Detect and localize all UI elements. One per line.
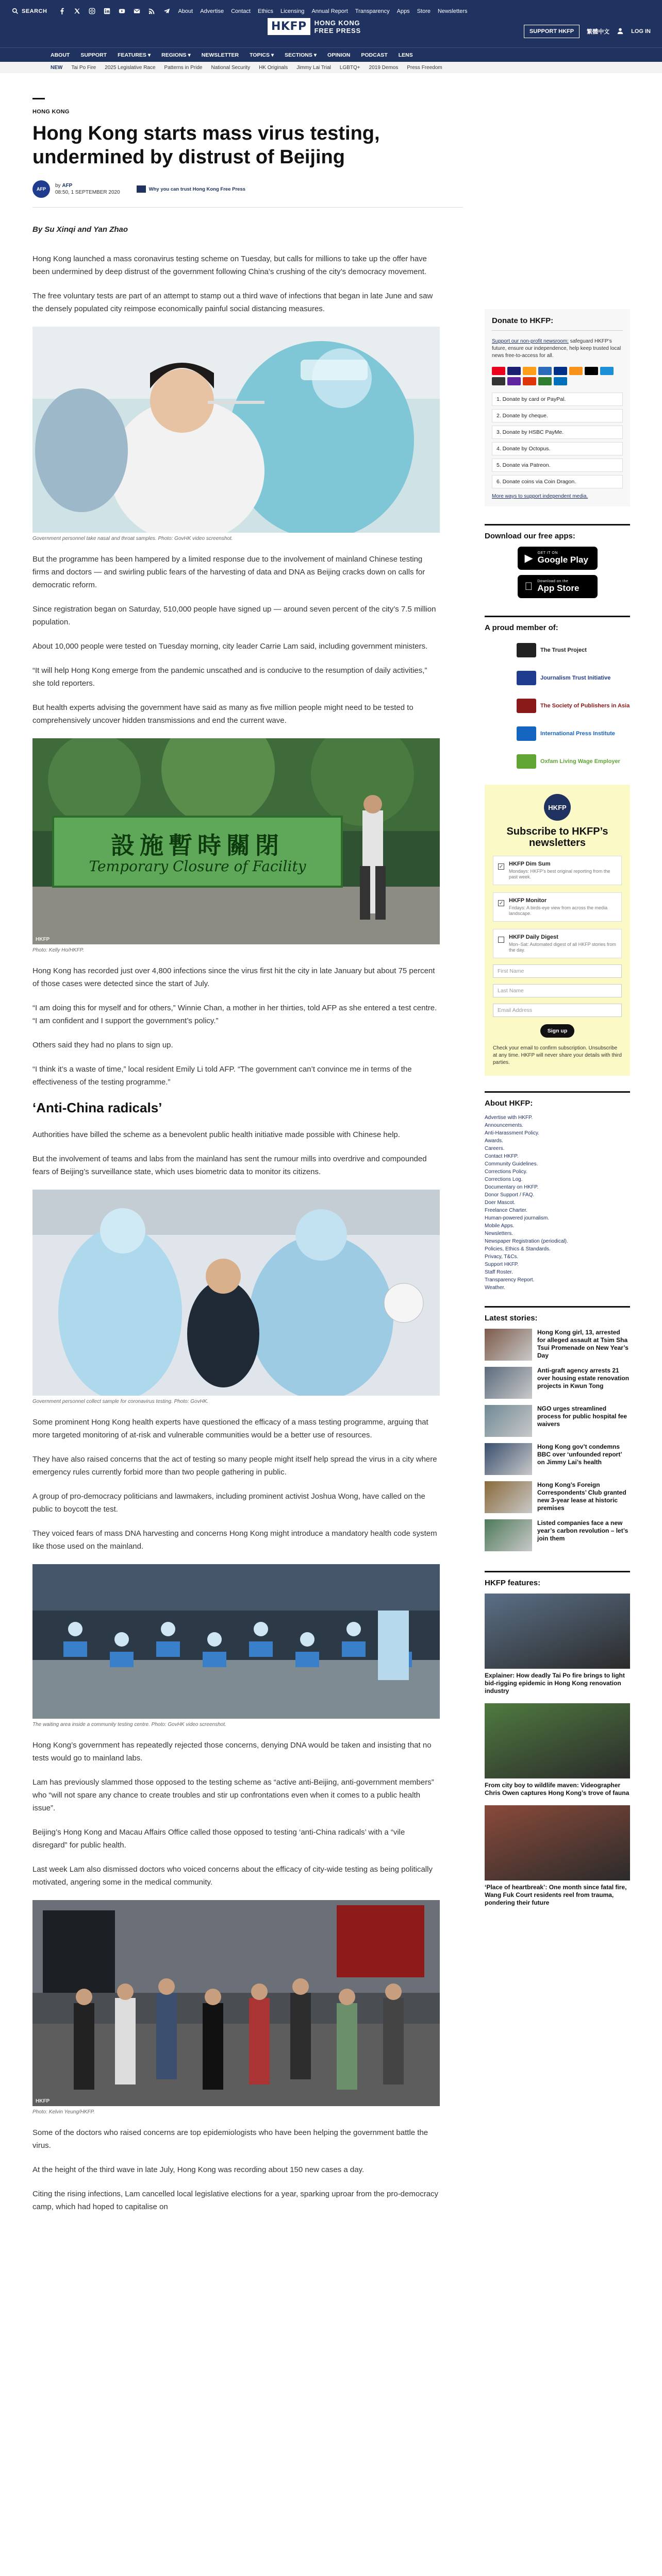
photo-scene: [32, 1564, 440, 1719]
article-paragraph: The free voluntary tests are part of an attempt to stamp out a third wave of infections that began in late June and saw the densely populated city reimpose economically painful social distancing measures.: [32, 292, 433, 313]
about-link[interactable]: Transparency Report.: [485, 1277, 535, 1283]
story-thumbnail: [485, 1519, 532, 1551]
article-paragraph: Some prominent Hong Kong health experts have questioned the efficacy of a mass testing programme, arguing that more targeted monitoring of at-risk and vulnerable communities would be a better use of resources.: [32, 1418, 428, 1439]
trending-label: NEW: [51, 64, 63, 71]
feature-thumbnail: [485, 1703, 630, 1778]
member-logo[interactable]: [485, 694, 630, 718]
about-title: About HKFP:: [485, 1091, 630, 1108]
trending-item[interactable]: Press Freedom: [407, 64, 442, 71]
feature-title: From city boy to wildlife maven: Videographer Chris Owen captures Hong Kong’s trove of fauna: [485, 1782, 630, 1797]
photo-caption: Photo: Kelly Ho/HKFP.: [32, 947, 84, 953]
header-actions: [524, 25, 651, 38]
features-title: HKFP features:: [485, 1571, 630, 1587]
newsletter-option[interactable]: [493, 856, 622, 885]
article-paragraph: A group of pro-democracy politicians and lawmakers, including prominent activist Joshua Wong, have called on the public to boycott the test.: [32, 1492, 425, 1514]
top-link-newsletters[interactable]: Newsletters: [437, 8, 468, 14]
about-link[interactable]: Advertise with HKFP.: [485, 1115, 533, 1121]
youtube-icon[interactable]: [118, 7, 126, 15]
language-switch[interactable]: 繁體中文: [587, 29, 610, 35]
photo-scene: [32, 327, 440, 533]
top-link-contact[interactable]: Contact: [231, 8, 251, 14]
google-play-big: Google Play: [537, 555, 588, 565]
nav-podcast[interactable]: PODCAST: [361, 52, 388, 58]
top-link-store[interactable]: Store: [417, 8, 431, 14]
article-paragraph: Citing the rising infections, Lam cancelled local legislative elections for a year, sparking uproar from the pro-democracy camp, which had hoped to capitalise on: [32, 2190, 439, 2211]
article-photo: [32, 738, 440, 953]
google-play-button[interactable]: [518, 547, 598, 570]
nav-support[interactable]: SUPPORT: [80, 52, 107, 58]
donate-intro: [492, 338, 623, 360]
article-paragraph: Others said they had no plans to sign up.: [32, 1041, 173, 1049]
logo-line-2: FREE PRESS: [314, 26, 361, 35]
donate-intro-text: safeguard HKFP’s future, ensure our independence, help keep trusted local news free-to-access for all.: [492, 338, 621, 359]
latest-title: Latest stories:: [485, 1306, 630, 1323]
member-name: The Trust Project: [540, 647, 587, 653]
byline-date: 08:50, 1 SEPTEMBER 2020: [55, 190, 120, 195]
divider: [32, 207, 463, 208]
story-thumbnail: [485, 1443, 532, 1475]
article-paragraph: “I think it’s a waste of time,” local resident Emily Li told AFP. “The government can’t convince me in terms of the effectiveness of the testing programme.”: [32, 1065, 412, 1087]
app-store-big: App Store: [529, 583, 571, 593]
article-paragraph: About 10,000 people were tested on Tuesday morning, city leader Carrie Lam said, including government ministers.: [32, 642, 428, 651]
photo-credit-watermark: HKFP: [36, 937, 50, 942]
article-authors: By Su Xinqi and Yan Zhao: [32, 225, 128, 234]
latest-story[interactable]: [485, 1405, 630, 1437]
about-link[interactable]: Doer Mascot.: [485, 1200, 516, 1206]
donate-option[interactable]: 6. Donate coins via Coin Dragon.: [492, 475, 623, 488]
top-link-transparency[interactable]: Transparency: [355, 8, 390, 14]
about-link[interactable]: Policies, Ethics & Standards.: [485, 1246, 551, 1252]
member-logo[interactable]: [485, 750, 630, 773]
feature-story[interactable]: [485, 1805, 630, 1907]
newsletter-options: [493, 856, 622, 958]
article-paragraph: But the programme has been hampered by a limited response due to the involvement of mainland Chinese testing firms and doctors — and swirling public fears of the harvesting of data and DNA as Beijing cracks down on calls for democratic reform.: [32, 555, 425, 589]
login-link[interactable]: LOG IN: [631, 28, 651, 35]
story-title: Hong Kong gov’t condemns BBC over ‘unfounded report’ on Jimmy Lai’s health: [537, 1443, 622, 1466]
article-paragraph: Lam has previously slammed those opposed to the testing scheme as “active anti-Beijing, anti-government members” who “will not spare any chance to create troubles and stir up confrontations even when it comes to a public health issue”.: [32, 1778, 434, 1812]
members-title: A proud member of:: [485, 616, 630, 632]
play-store-icon: ▶: [524, 552, 533, 564]
article-paragraph: “I am doing this for myself and for others,” Winnie Chan, a mother in her thirties, told AFP as she entered a test centre. “I am confident and I support the government’s policy.”: [32, 1004, 437, 1025]
trending-item[interactable]: 2019 Demos: [369, 64, 399, 71]
instagram-icon[interactable]: [88, 7, 96, 15]
app-store-small: Download on the: [529, 580, 560, 583]
about-link[interactable]: Weather.: [485, 1285, 505, 1291]
story-thumbnail: [485, 1405, 532, 1437]
feature-title: Explainer: How deadly Tai Po fire brings to light bid-rigging epidemic in Hong Kong renovation industry: [485, 1672, 625, 1694]
apple-icon: [525, 581, 533, 593]
byline: [32, 180, 463, 198]
nav-features[interactable]: FEATURES ▾: [118, 52, 151, 58]
donate-box: [485, 309, 630, 506]
trust-badge-icon: [137, 185, 146, 193]
payment-method-icon: [523, 367, 536, 375]
sidebar: [485, 309, 630, 1915]
top-link-ethics[interactable]: Ethics: [257, 8, 273, 14]
photo-sample[interactable]: [32, 1190, 440, 1396]
linkedin-icon[interactable]: [103, 7, 111, 15]
about-link[interactable]: Human-powered journalism.: [485, 1215, 550, 1221]
payment-method-icon: [554, 367, 567, 375]
member-name: Journalism Trust Initiative: [540, 674, 611, 681]
story-thumbnail: [485, 1329, 532, 1361]
photo-scene: [32, 1190, 440, 1396]
about-links: [485, 1114, 630, 1292]
photo-scene: [32, 1900, 440, 2106]
article-paragraph: Authorities have billed the scheme as a benevolent public health initiative made possible with Chinese help.: [32, 1130, 400, 1139]
trending-item[interactable]: Tai Po Fire: [71, 64, 96, 71]
member-name: International Press Institute: [540, 730, 615, 737]
payment-method-icon: [507, 367, 521, 375]
nav-topics[interactable]: TOPICS ▾: [250, 52, 274, 58]
last-name-field[interactable]: Last Name: [493, 984, 622, 997]
trending-item[interactable]: HK Originals: [259, 64, 288, 71]
search-icon: [11, 7, 19, 15]
article-photo: [32, 1190, 440, 1404]
signup-note: Check your email to confirm subscription. Unsubscribe at any time. HKFP will never share your details with third parties.: [493, 1045, 622, 1065]
email-icon[interactable]: [133, 7, 141, 15]
closure-sign-en: Temporary Closure of Facility: [89, 858, 306, 875]
donate-options: [492, 393, 623, 488]
story-title: Listed companies face a new year’s carbon revolution – let’s join them: [537, 1519, 628, 1542]
facebook-icon[interactable]: [58, 7, 66, 15]
about-link[interactable]: Mobile Apps.: [485, 1223, 515, 1229]
payment-method-icon: [492, 377, 505, 385]
story-thumbnail: [485, 1367, 532, 1399]
trending-item[interactable]: Patterns in Pride: [164, 64, 203, 71]
latest-story[interactable]: [485, 1481, 630, 1513]
photo-caption: The waiting area inside a community testing centre. Photo: GovHK video screenshot.: [32, 1722, 226, 1727]
story-title: Anti-graft agency arrests 21 over housing estate renovation projects in Kwun Tong: [537, 1367, 630, 1389]
payment-method-icon: [554, 377, 567, 385]
feature-thumbnail: [485, 1594, 630, 1669]
about-link[interactable]: Freelance Charter.: [485, 1208, 527, 1213]
newsletter-checkbox[interactable]: [498, 937, 504, 943]
top-link-licensing[interactable]: Licensing: [280, 8, 305, 14]
article-paragraph: Some of the doctors who raised concerns are top epidemiologists who have been helping the government battle the virus.: [32, 2128, 428, 2150]
trending-item[interactable]: 2025 Legislative Race: [105, 64, 156, 71]
about-link[interactable]: Documentary on HKFP.: [485, 1184, 539, 1190]
app-store-button[interactable]: [518, 575, 598, 598]
top-link-apps[interactable]: Apps: [396, 8, 410, 14]
about-link[interactable]: Contact HKFP.: [485, 1154, 519, 1159]
about-link[interactable]: Staff Roster.: [485, 1269, 513, 1275]
payment-method-icon: [492, 367, 505, 375]
photo-hall[interactable]: [32, 1564, 440, 1719]
article-paragraph: They voiced fears of mass DNA harvesting and concerns Hong Kong might introduce a mandatory health code system like those used on the mainland.: [32, 1529, 437, 1551]
rss-icon[interactable]: [148, 7, 156, 15]
newsletter-desc: Fridays: A birds-eye view from across the media landscape.: [509, 905, 608, 916]
article-paragraph: Since registration began on Saturday, 510,000 people have signed up — around seven percent of the city’s 7.5 million population.: [32, 605, 436, 626]
article-paragraph: “It will help Hong Kong emerge from the pandemic unscathed and is conducive to the resumption of daily activities,” she told reporters.: [32, 666, 427, 688]
payment-method-icon: [538, 377, 552, 385]
story-title: Hong Kong girl, 13, arrested for alleged assault at Tsim Sha Tsui Promenade on New Year’s Day: [537, 1329, 628, 1359]
article-paragraph: Hong Kong launched a mass coronavirus testing scheme on Tuesday, but calls for millions to take up the offer have been undermined by deep distrust of the government following China’s crushing of the city’s democracy movement.: [32, 255, 427, 276]
photo-caption: Government personnel collect sample for coronavirus testing. Photo: GovHK.: [32, 1399, 209, 1404]
article-paragraph: Beijing’s Hong Kong and Macau Affairs Office called those opposed to testing ‘anti-China radicals’ with a “vile disregard” for public health.: [32, 1828, 405, 1850]
member-logo[interactable]: [485, 722, 630, 745]
site-header: [0, 0, 662, 47]
newsletter-desc: Mondays: HKFP’s best original reporting from the past week.: [509, 869, 610, 879]
newsletter-desc: Mon–Sat: Automated digest of all HKFP stories from the day.: [509, 942, 616, 953]
photo-street[interactable]: [32, 1900, 440, 2106]
article-paragraph: But health experts advising the government have said as many as five million people might need to be tested to comprehensively uncover hidden transmissions and end the current wave.: [32, 703, 413, 725]
about-link[interactable]: Corrections Log.: [485, 1177, 523, 1182]
newsletter-name: HKFP Monitor: [509, 897, 547, 904]
about-link[interactable]: Privacy, T&Cs.: [485, 1254, 519, 1260]
payment-method-icon: [523, 377, 536, 385]
first-name-field[interactable]: First Name: [493, 964, 622, 978]
about-link[interactable]: Careers.: [485, 1146, 505, 1151]
article-subheading: ‘Anti-China radicals’: [32, 1100, 162, 1115]
newsletter-logo: HKFP: [544, 794, 571, 821]
top-link-about[interactable]: About: [178, 8, 193, 14]
member-logo-icon: [517, 699, 536, 713]
donate-intro-link[interactable]: Support our non-profit newsroom:: [492, 338, 569, 344]
top-link-annual-report[interactable]: Annual Report: [311, 8, 348, 14]
top-link-advertise[interactable]: Advertise: [200, 8, 224, 14]
feature-story[interactable]: [485, 1594, 630, 1695]
feature-thumbnail: [485, 1805, 630, 1880]
newsletter-option[interactable]: [493, 892, 622, 922]
story-thumbnail: [485, 1481, 532, 1513]
trending-item[interactable]: Jimmy Lai Trial: [296, 64, 331, 71]
nav-newsletter[interactable]: NEWSLETTER: [201, 52, 239, 58]
about-link[interactable]: Announcements.: [485, 1123, 524, 1128]
newsletter-checkbox[interactable]: ✓: [499, 864, 504, 870]
trending-item[interactable]: LGBTQ+: [339, 64, 360, 71]
newsletter-option[interactable]: [493, 929, 622, 958]
section-label[interactable]: HONG KONG: [32, 109, 70, 115]
sign-up-button[interactable]: Sign up: [540, 1024, 575, 1038]
payment-method-icon: [600, 367, 614, 375]
trust-link-text: Why you can trust Hong Kong Free Press: [148, 186, 246, 192]
nav-opinion[interactable]: OPINION: [327, 52, 351, 58]
email-field[interactable]: Email Address: [493, 1004, 622, 1017]
support-hkfp-button[interactable]: SUPPORT HKFP: [524, 25, 580, 38]
about-link[interactable]: Support HKFP.: [485, 1262, 519, 1267]
photo-credit-watermark: HKFP: [36, 2098, 50, 2104]
member-logo-icon: [517, 726, 536, 741]
article-paragraph: They have also raised concerns that the act of testing so many people might itself help spread the virus in a city where emergency rules currently forbid more than two people gathering in public.: [32, 1455, 437, 1477]
story-title: NGO urges streamlined process for public hospital fee waivers: [537, 1405, 627, 1428]
twitter-icon[interactable]: [73, 7, 81, 15]
about-link[interactable]: Community Guidelines.: [485, 1161, 538, 1167]
nav-sections[interactable]: SECTIONS ▾: [285, 52, 317, 58]
trending-item[interactable]: National Security: [211, 64, 251, 71]
donate-more-link[interactable]: More ways to support independent media.: [492, 494, 588, 499]
article: [32, 98, 463, 2225]
latest-story[interactable]: [485, 1519, 630, 1551]
article-paragraph: At the height of the third wave in late July, Hong Kong was recording about 150 new cases a day.: [32, 2165, 365, 2174]
search-label: SEARCH: [22, 8, 47, 14]
member-logos: [485, 638, 630, 773]
about-link[interactable]: Newspaper Registration (periodical).: [485, 1239, 568, 1244]
feature-title: ‘Place of heartbreak’: One month since fatal fire, Wang Fuk Court residents reel from trauma, pondering their future: [485, 1884, 627, 1906]
nav-lens[interactable]: LENS: [398, 52, 413, 58]
member-name: The Society of Publishers in Asia: [540, 702, 630, 709]
payment-method-icon: [585, 367, 598, 375]
about-link[interactable]: Awards.: [485, 1138, 503, 1144]
google-play-text: [538, 551, 588, 565]
logo-mark: HKFP: [268, 18, 310, 35]
newsletter-title: Subscribe to HKFP’s newsletters: [506, 826, 608, 849]
about-link[interactable]: Corrections Policy.: [485, 1169, 527, 1175]
site-logo[interactable]: [268, 18, 361, 35]
donate-option[interactable]: 5. Donate via Patreon.: [492, 459, 623, 472]
member-logo-icon: [517, 754, 536, 769]
member-logo-icon: [517, 671, 536, 685]
newsletter-checkbox[interactable]: ✓: [499, 901, 504, 906]
main-nav: [0, 47, 662, 62]
article-photo: [32, 327, 440, 541]
payment-icons: [492, 367, 623, 385]
article-paragraph: Hong Kong’s government has repeatedly rejected those concerns, denying DNA would be taken and insisting that no tests would go to mainland labs.: [32, 1741, 432, 1762]
utility-bar: [11, 7, 467, 15]
about-link[interactable]: Anti-Harassment Policy.: [485, 1130, 539, 1136]
member-logo-icon: [517, 643, 536, 657]
latest-story[interactable]: [485, 1367, 630, 1399]
feature-stories: [485, 1594, 630, 1907]
author-avatar: AFP: [32, 180, 50, 198]
latest-story[interactable]: [485, 1443, 630, 1475]
newsletter-name: HKFP Daily Digest: [509, 934, 558, 940]
newsletter-name: HKFP Dim Sum: [509, 861, 551, 867]
article-paragraph: But the involvement of teams and labs from the mainland has sent the rumour mills into overdrive and compounded fears of Beijing’s surveillance state, which uses biometric data to monitor its citizens.: [32, 1155, 427, 1176]
member-logo[interactable]: [485, 666, 630, 690]
nav-about[interactable]: ABOUT: [51, 52, 70, 58]
google-play-small: GET IT ON: [537, 551, 558, 555]
byline-author[interactable]: AFP: [62, 183, 73, 189]
kicker-rule: [32, 98, 45, 99]
app-store-text: [529, 580, 579, 594]
article-paragraph: Hong Kong has recorded just over 4,800 infections since the virus first hit the city in late January but about 75 percent of those cases were detected since the start of July.: [32, 967, 435, 988]
nav-regions[interactable]: REGIONS ▾: [161, 52, 191, 58]
about-link[interactable]: Newsletters.: [485, 1231, 514, 1236]
trending-bar: [0, 62, 662, 73]
photo-swab[interactable]: [32, 327, 440, 533]
photo-caption: Government personnel take nasal and throat samples. Photo: GovHK video screenshot.: [32, 536, 233, 541]
story-title: Hong Kong’s Foreign Correspondents’ Club granted new 3-year lease at historic premises: [537, 1481, 626, 1512]
byline-text: by AFP 08:50, 1 SEPTEMBER 2020: [55, 183, 120, 195]
donate-title: Donate to HKFP:: [492, 316, 623, 331]
search-button[interactable]: [11, 7, 47, 15]
donate-option[interactable]: 2. Donate by cheque.: [492, 409, 623, 422]
donate-option[interactable]: 1. Donate by card or PayPal.: [492, 393, 623, 406]
article-headline: Hong Kong starts mass virus testing, undermined by distrust of Beijing: [32, 123, 380, 168]
closure-sign-cn: 設施暫時關閉: [111, 832, 284, 859]
payment-method-icon: [507, 377, 521, 385]
payment-method-icon: [538, 367, 552, 375]
payment-method-icon: [569, 367, 583, 375]
article-photo: [32, 1900, 440, 2115]
latest-stories: [485, 1329, 630, 1551]
newsletter-signup: [485, 785, 630, 1076]
donate-option[interactable]: 3. Donate by HSBC PayMe.: [492, 426, 623, 439]
latest-story[interactable]: [485, 1329, 630, 1361]
trust-link[interactable]: [137, 185, 245, 193]
article-photo: [32, 1564, 440, 1727]
member-logo[interactable]: [485, 638, 630, 662]
photo-caption: Photo: Kelvin Yeung/HKFP.: [32, 2109, 95, 2115]
telegram-icon[interactable]: [163, 7, 171, 15]
photo-closure[interactable]: [32, 738, 440, 944]
logo-wordmark: [315, 19, 361, 35]
donate-option[interactable]: 4. Donate by Octopus.: [492, 442, 623, 455]
member-name: Oxfam Living Wage Employer: [540, 758, 620, 765]
article-body: [32, 252, 440, 2213]
article-paragraph: Last week Lam also dismissed doctors who voiced concerns about the efficacy of city-wide testing as being politically motivated, angering some in the medical community.: [32, 1865, 433, 1887]
user-icon[interactable]: [617, 27, 624, 36]
apps-title: Download our free apps:: [485, 524, 630, 540]
logo-line-1: HONG KONG: [314, 19, 360, 27]
feature-story[interactable]: [485, 1703, 630, 1797]
about-link[interactable]: Donor Support / FAQ.: [485, 1192, 535, 1198]
